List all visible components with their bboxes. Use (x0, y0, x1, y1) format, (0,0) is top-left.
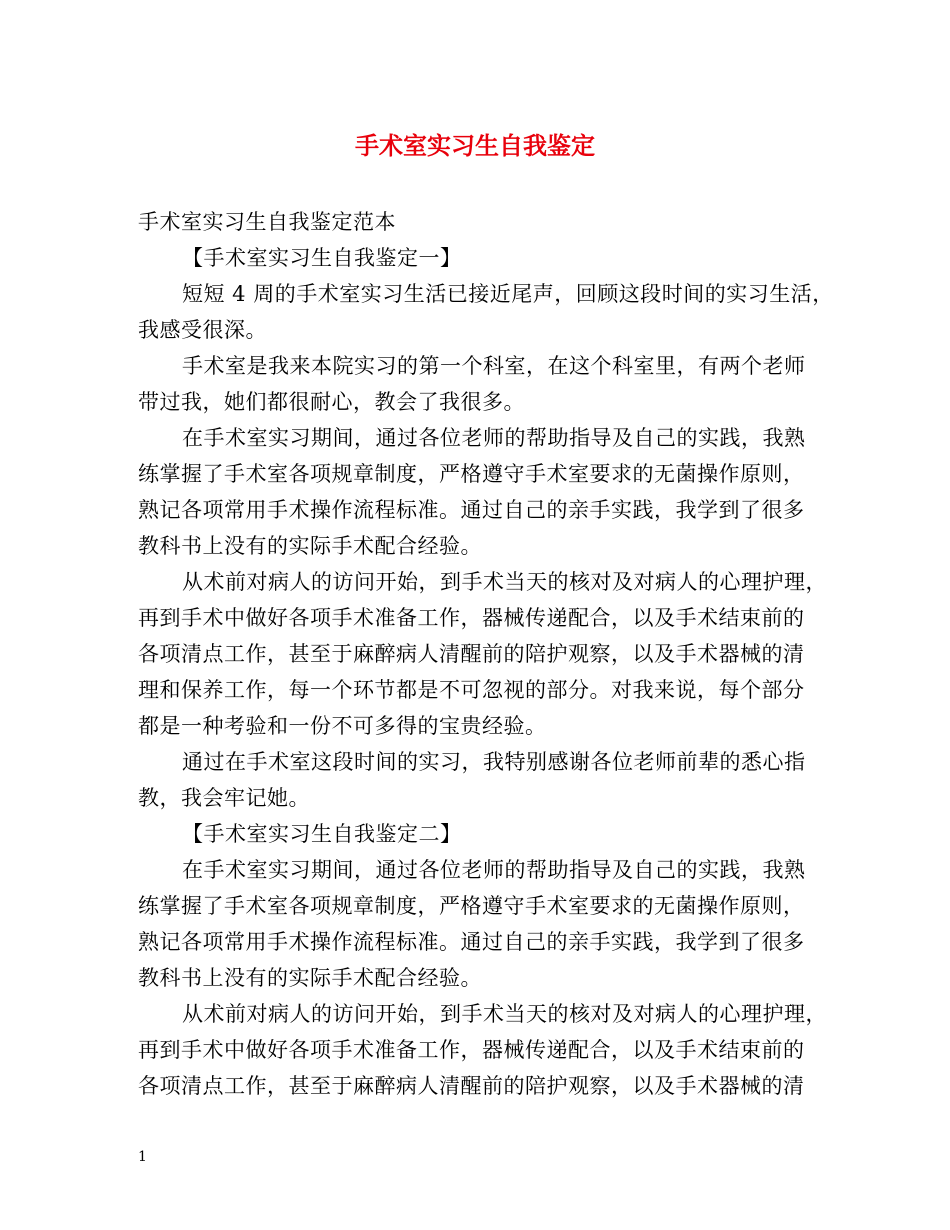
body-line: 【手术室实习生自我鉴定一】 (182, 246, 462, 270)
document-title: 手术室实习生自我鉴定 (355, 132, 595, 160)
body-line: 都是一种考验和一份不可多得的宝贵经验。 (138, 714, 547, 738)
body-line: 从术前对病人的访问开始，到手术当天的核对及对病人的心理护理， (182, 1002, 827, 1026)
body-line: 再到手术中做好各项手术准备工作，器械传递配合，以及手术结束前的 (138, 606, 805, 630)
body-line: 在手术室实习期间，通过各位老师的帮助指导及自己的实践，我熟 (182, 858, 806, 882)
body-line: 【手术室实习生自我鉴定二】 (182, 822, 462, 846)
body-line: 熟记各项常用手术操作流程标准。通过自己的亲手实践，我学到了很多 (138, 930, 805, 954)
body-line: 我感受很深。 (138, 318, 267, 342)
body-line: 各项清点工作，甚至于麻醉病人清醒前的陪护观察，以及手术器械的清 (138, 1074, 805, 1098)
body-line: 熟记各项常用手术操作流程标准。通过自己的亲手实践，我学到了很多 (138, 498, 805, 522)
body-line: 手术室是我来本院实习的第一个科室，在这个科室里，有两个老师 (182, 354, 806, 378)
body-line: 通过在手术室这段时间的实习，我特别感谢各位老师前辈的悉心指 (182, 750, 806, 774)
body-line: 各项清点工作，甚至于麻醉病人清醒前的陪护观察，以及手术器械的清 (138, 642, 805, 666)
body-line: 在手术室实习期间，通过各位老师的帮助指导及自己的实践，我熟 (182, 426, 806, 450)
body-line: 短短 4 周的手术室实习生活已接近尾声，回顾这段时间的实习生活， (182, 282, 834, 306)
body-line: 手术室实习生自我鉴定范本 (138, 210, 396, 234)
page-number: 1 (138, 1149, 147, 1165)
body-line: 教科书上没有的实际手术配合经验。 (138, 534, 482, 558)
document-body (138, 204, 834, 1104)
body-line: 再到手术中做好各项手术准备工作，器械传递配合，以及手术结束前的 (138, 1038, 805, 1062)
body-line: 教，我会牢记她。 (138, 786, 310, 810)
body-line: 理和保养工作，每一个环节都是不可忽视的部分。对我来说，每个部分 (138, 678, 805, 702)
body-line: 教科书上没有的实际手术配合经验。 (138, 966, 482, 990)
body-line: 练掌握了手术室各项规章制度，严格遵守手术室要求的无菌操作原则， (138, 894, 805, 918)
body-line: 带过我，她们都很耐心，教会了我很多。 (138, 390, 525, 414)
body-line: 练掌握了手术室各项规章制度，严格遵守手术室要求的无菌操作原则， (138, 462, 805, 486)
body-line: 从术前对病人的访问开始，到手术当天的核对及对病人的心理护理， (182, 570, 827, 594)
